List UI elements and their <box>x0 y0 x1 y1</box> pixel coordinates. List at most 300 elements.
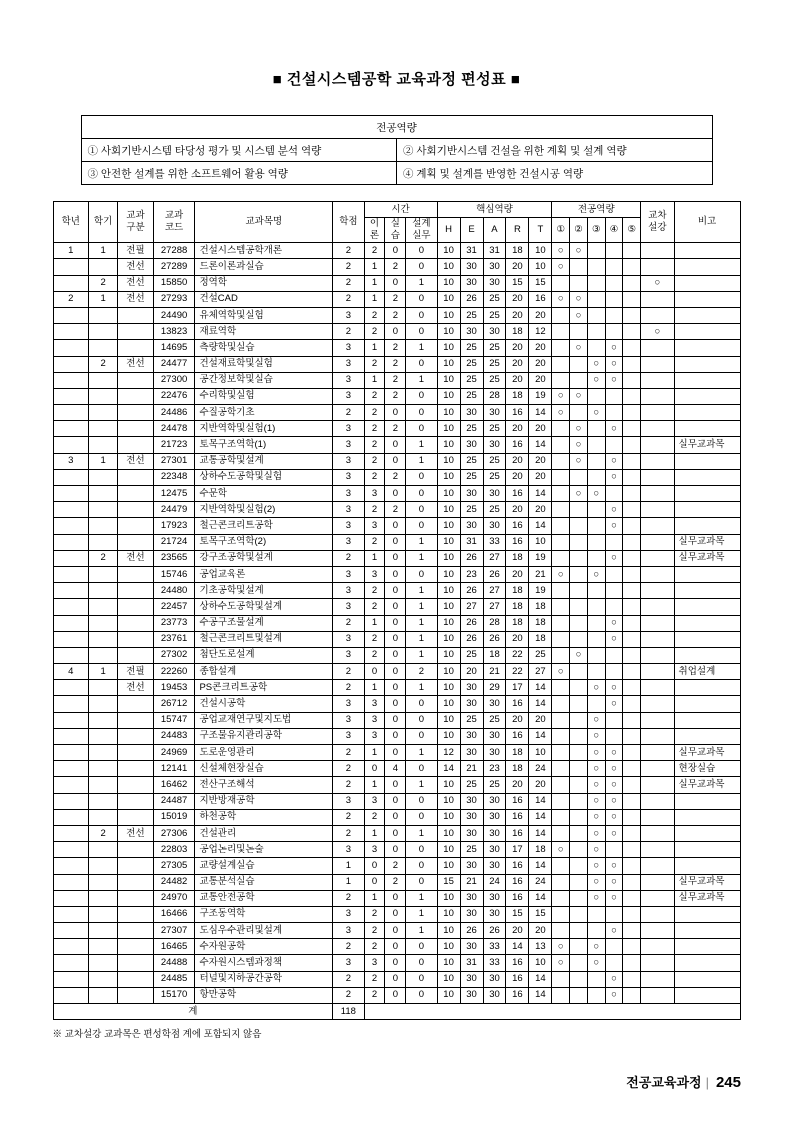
cell-year <box>53 858 88 874</box>
cell-T: 14 <box>529 728 552 744</box>
cell-m1 <box>552 615 570 631</box>
cell-m2: ○ <box>570 340 588 356</box>
cell-ex <box>641 842 674 858</box>
cell-div <box>118 324 153 340</box>
table-row <box>53 550 740 566</box>
cell-div <box>118 307 153 323</box>
cell-design: 1 <box>406 550 437 566</box>
cell-R: 16 <box>506 874 529 890</box>
cell-m5 <box>623 469 641 485</box>
cell-m5 <box>623 518 641 534</box>
cell-theory: 3 <box>364 696 385 712</box>
cell-E: 30 <box>460 259 483 275</box>
cell-H: 10 <box>437 421 460 437</box>
cell-name: 하천공학 <box>195 809 333 825</box>
cell-credit: 2 <box>333 745 364 761</box>
cell-note: 실무교과목 <box>674 534 740 550</box>
table-row <box>53 340 740 356</box>
footer-divider: | <box>705 1075 709 1090</box>
cell-m5 <box>623 291 641 307</box>
cell-name: 첨단도로설계 <box>195 647 333 663</box>
cell-m1: ○ <box>552 259 570 275</box>
table-row <box>53 583 740 599</box>
cell-credit: 1 <box>333 858 364 874</box>
cell-m2 <box>570 664 588 680</box>
cell-m3 <box>587 291 605 307</box>
cell-m5 <box>623 971 641 987</box>
cell-T: 14 <box>529 680 552 696</box>
cell-code: 14695 <box>153 340 195 356</box>
cell-m5 <box>623 259 641 275</box>
cell-theory: 0 <box>364 874 385 890</box>
cell-credit: 3 <box>333 421 364 437</box>
cell-A: 30 <box>483 987 506 1003</box>
cell-prac: 0 <box>385 728 406 744</box>
cell-design: 1 <box>406 631 437 647</box>
cell-ex <box>641 437 674 453</box>
cell-m2 <box>570 793 588 809</box>
cell-note <box>674 825 740 841</box>
cell-m5 <box>623 405 641 421</box>
cell-design: 1 <box>406 453 437 469</box>
cell-code: 21723 <box>153 437 195 453</box>
cell-name: 교통분석실습 <box>195 874 333 890</box>
cell-E: 26 <box>460 550 483 566</box>
cell-m2 <box>570 583 588 599</box>
cell-code: 17923 <box>153 518 195 534</box>
cell-credit: 3 <box>333 388 364 404</box>
cell-R: 20 <box>506 372 529 388</box>
th-major-1: ① <box>552 218 570 243</box>
competency-header-row <box>81 116 712 139</box>
cell-div <box>118 728 153 744</box>
cell-A: 25 <box>483 372 506 388</box>
cell-code: 22476 <box>153 388 195 404</box>
cell-theory: 1 <box>364 550 385 566</box>
cell-ex <box>641 502 674 518</box>
cell-sem <box>88 388 117 404</box>
cell-credit: 2 <box>333 664 364 680</box>
cell-m3: ○ <box>587 566 605 582</box>
cell-ex <box>641 906 674 922</box>
cell-m5 <box>623 615 641 631</box>
cell-div <box>118 890 153 906</box>
th-core: 핵심역량 <box>437 202 552 218</box>
cell-m5 <box>623 728 641 744</box>
cell-A: 27 <box>483 550 506 566</box>
table-row <box>53 275 740 291</box>
cell-A: 23 <box>483 761 506 777</box>
cell-R: 16 <box>506 825 529 841</box>
cell-name: 건설시공학 <box>195 696 333 712</box>
cell-note <box>674 599 740 615</box>
cell-credit: 3 <box>333 453 364 469</box>
cell-name: 유체역학및실험 <box>195 307 333 323</box>
cell-design: 0 <box>406 728 437 744</box>
cell-H: 10 <box>437 372 460 388</box>
cell-T: 10 <box>529 745 552 761</box>
cell-m4 <box>605 955 623 971</box>
cell-A: 30 <box>483 486 506 502</box>
total-empty <box>364 1004 740 1020</box>
cell-A: 30 <box>483 259 506 275</box>
cell-year <box>53 421 88 437</box>
cell-prac: 0 <box>385 599 406 615</box>
cell-m1 <box>552 469 570 485</box>
cell-m3 <box>587 243 605 259</box>
table-row <box>53 372 740 388</box>
cell-T: 14 <box>529 987 552 1003</box>
cell-design: 2 <box>406 664 437 680</box>
table-row <box>53 259 740 275</box>
cell-m2 <box>570 923 588 939</box>
cell-code: 15170 <box>153 987 195 1003</box>
cell-T: 20 <box>529 469 552 485</box>
cell-m5 <box>623 307 641 323</box>
cell-m5 <box>623 437 641 453</box>
table-row <box>53 469 740 485</box>
cell-E: 26 <box>460 291 483 307</box>
cell-m1 <box>552 421 570 437</box>
cell-m5 <box>623 486 641 502</box>
cell-A: 28 <box>483 388 506 404</box>
cell-sem <box>88 647 117 663</box>
table-row <box>53 388 740 404</box>
cell-H: 10 <box>437 243 460 259</box>
table-header-row-1 <box>53 202 740 218</box>
cell-credit: 3 <box>333 631 364 647</box>
cell-ex <box>641 356 674 372</box>
cell-ex <box>641 421 674 437</box>
cell-code: 15747 <box>153 712 195 728</box>
cell-div <box>118 486 153 502</box>
cell-div: 전선 <box>118 453 153 469</box>
cell-sem <box>88 631 117 647</box>
cell-theory: 3 <box>364 566 385 582</box>
cell-m1 <box>552 372 570 388</box>
cell-design: 1 <box>406 745 437 761</box>
cell-note <box>674 583 740 599</box>
cell-prac: 0 <box>385 809 406 825</box>
cell-m4: ○ <box>605 421 623 437</box>
cell-m5 <box>623 372 641 388</box>
cell-div: 전선 <box>118 825 153 841</box>
cell-year <box>53 405 88 421</box>
cell-note <box>674 631 740 647</box>
cell-name: 상하수도공학및설계 <box>195 599 333 615</box>
cell-H: 10 <box>437 680 460 696</box>
cell-sem: 2 <box>88 275 117 291</box>
cell-theory: 2 <box>364 599 385 615</box>
table-row <box>53 728 740 744</box>
cell-sem <box>88 340 117 356</box>
cell-H: 10 <box>437 324 460 340</box>
cell-credit: 3 <box>333 518 364 534</box>
cell-note <box>674 728 740 744</box>
cell-prac: 0 <box>385 955 406 971</box>
cell-H: 10 <box>437 923 460 939</box>
cell-m1 <box>552 599 570 615</box>
competency-item-1: ① 사회기반시스템 타당성 평가 및 시스템 분석 역량 <box>81 139 397 162</box>
cell-credit: 2 <box>333 291 364 307</box>
competency-item-3: ③ 안전한 설계를 위한 소프트웨어 활용 역량 <box>81 162 397 185</box>
cell-design: 0 <box>406 502 437 518</box>
cell-theory: 1 <box>364 291 385 307</box>
cell-design: 0 <box>406 874 437 890</box>
cell-note <box>674 955 740 971</box>
cell-T: 15 <box>529 275 552 291</box>
cell-m4: ○ <box>605 696 623 712</box>
cell-theory: 2 <box>364 356 385 372</box>
cell-m5 <box>623 761 641 777</box>
cell-H: 10 <box>437 664 460 680</box>
cell-m4: ○ <box>605 340 623 356</box>
cell-design: 1 <box>406 906 437 922</box>
competency-item-4: ④ 계획 및 설계를 반영한 건설시공 역량 <box>397 162 713 185</box>
cell-ex <box>641 874 674 890</box>
cell-A: 30 <box>483 324 506 340</box>
cell-m1: ○ <box>552 405 570 421</box>
cell-A: 30 <box>483 728 506 744</box>
cell-m4 <box>605 243 623 259</box>
cell-E: 30 <box>460 696 483 712</box>
cell-note <box>674 518 740 534</box>
cell-design: 0 <box>406 469 437 485</box>
cell-prac: 0 <box>385 971 406 987</box>
cell-m1 <box>552 583 570 599</box>
cell-m2 <box>570 615 588 631</box>
cell-sem <box>88 437 117 453</box>
cell-m3 <box>587 275 605 291</box>
cell-E: 25 <box>460 469 483 485</box>
table-row <box>53 566 740 582</box>
cell-ex <box>641 550 674 566</box>
cell-m5 <box>623 680 641 696</box>
cell-m1 <box>552 680 570 696</box>
cell-m2 <box>570 745 588 761</box>
cell-E: 30 <box>460 939 483 955</box>
cell-code: 24483 <box>153 728 195 744</box>
cell-design: 1 <box>406 583 437 599</box>
cell-m2 <box>570 777 588 793</box>
cell-E: 27 <box>460 599 483 615</box>
cell-ex <box>641 259 674 275</box>
cell-A: 30 <box>483 906 506 922</box>
cell-div <box>118 372 153 388</box>
cell-note <box>674 243 740 259</box>
cell-ex <box>641 599 674 615</box>
cell-sem: 1 <box>88 453 117 469</box>
cell-theory: 1 <box>364 825 385 841</box>
cell-year <box>53 583 88 599</box>
cell-theory: 3 <box>364 518 385 534</box>
cell-A: 25 <box>483 502 506 518</box>
cell-m2: ○ <box>570 291 588 307</box>
cell-theory: 2 <box>364 939 385 955</box>
cell-theory: 1 <box>364 745 385 761</box>
cell-name: PS콘크리트공학 <box>195 680 333 696</box>
cell-design: 0 <box>406 987 437 1003</box>
cell-year <box>53 842 88 858</box>
cell-R: 14 <box>506 939 529 955</box>
cell-m4 <box>605 259 623 275</box>
cell-code: 22457 <box>153 599 195 615</box>
cell-code: 12141 <box>153 761 195 777</box>
cell-m2: ○ <box>570 453 588 469</box>
cell-year: 2 <box>53 291 88 307</box>
cell-div <box>118 858 153 874</box>
cell-credit: 3 <box>333 712 364 728</box>
th-theory: 이 론 <box>364 218 385 243</box>
cell-sem <box>88 858 117 874</box>
cell-R: 16 <box>506 987 529 1003</box>
cell-ex <box>641 809 674 825</box>
cell-div <box>118 615 153 631</box>
cell-sem: 1 <box>88 243 117 259</box>
total-row <box>53 1004 740 1020</box>
cell-m1 <box>552 275 570 291</box>
cell-ex <box>641 987 674 1003</box>
cell-credit: 2 <box>333 550 364 566</box>
cell-credit: 2 <box>333 761 364 777</box>
cell-div <box>118 793 153 809</box>
cell-div: 전선 <box>118 356 153 372</box>
table-row <box>53 615 740 631</box>
cell-A: 30 <box>483 518 506 534</box>
cell-m1 <box>552 453 570 469</box>
cell-name: 공업논리및논술 <box>195 842 333 858</box>
cell-m2 <box>570 372 588 388</box>
cell-E: 26 <box>460 631 483 647</box>
cell-E: 30 <box>460 275 483 291</box>
cell-name: 지반역학및실험(1) <box>195 421 333 437</box>
cell-H: 12 <box>437 745 460 761</box>
cell-prac: 0 <box>385 550 406 566</box>
cell-E: 30 <box>460 405 483 421</box>
cell-theory: 2 <box>364 405 385 421</box>
cell-ex <box>641 923 674 939</box>
cell-H: 10 <box>437 906 460 922</box>
cell-sem: 2 <box>88 550 117 566</box>
cell-note <box>674 971 740 987</box>
table-row <box>53 486 740 502</box>
cell-A: 30 <box>483 971 506 987</box>
cell-m3: ○ <box>587 777 605 793</box>
cell-E: 25 <box>460 453 483 469</box>
cell-m4 <box>605 939 623 955</box>
cell-code: 24488 <box>153 955 195 971</box>
th-major: 전공역량 <box>552 202 641 218</box>
footer-page-number: 245 <box>715 1074 741 1091</box>
cell-sem: 1 <box>88 291 117 307</box>
cell-theory: 1 <box>364 372 385 388</box>
cell-credit: 3 <box>333 647 364 663</box>
cell-m4: ○ <box>605 745 623 761</box>
cell-m4: ○ <box>605 550 623 566</box>
cell-code: 24480 <box>153 583 195 599</box>
cell-design: 0 <box>406 259 437 275</box>
cell-E: 30 <box>460 906 483 922</box>
cell-prac: 0 <box>385 696 406 712</box>
cell-m1 <box>552 906 570 922</box>
cell-A: 26 <box>483 923 506 939</box>
cell-R: 16 <box>506 518 529 534</box>
cell-note <box>674 906 740 922</box>
cell-m5 <box>623 502 641 518</box>
cell-name: 건설CAD <box>195 291 333 307</box>
table-row <box>53 680 740 696</box>
cell-m2 <box>570 728 588 744</box>
cell-sem <box>88 712 117 728</box>
cell-T: 20 <box>529 712 552 728</box>
cell-name: 수자원시스템과정책 <box>195 955 333 971</box>
cell-T: 14 <box>529 486 552 502</box>
cell-A: 26 <box>483 566 506 582</box>
cell-div: 전선 <box>118 291 153 307</box>
th-note: 비고 <box>674 202 740 243</box>
cell-m3: ○ <box>587 890 605 906</box>
cell-m5 <box>623 243 641 259</box>
cell-R: 20 <box>506 356 529 372</box>
cell-A: 30 <box>483 809 506 825</box>
cell-m1: ○ <box>552 388 570 404</box>
cell-E: 30 <box>460 809 483 825</box>
cell-name: 교통안전공학 <box>195 890 333 906</box>
cell-R: 20 <box>506 453 529 469</box>
cell-name: 토목구조역학(1) <box>195 437 333 453</box>
th-semester: 학기 <box>88 202 117 243</box>
cell-ex <box>641 583 674 599</box>
cell-year <box>53 307 88 323</box>
cell-code: 24486 <box>153 405 195 421</box>
cell-m5 <box>623 745 641 761</box>
cell-H: 10 <box>437 939 460 955</box>
cell-m5 <box>623 842 641 858</box>
cell-m3: ○ <box>587 728 605 744</box>
cell-year <box>53 890 88 906</box>
cell-m4 <box>605 534 623 550</box>
cell-year <box>53 825 88 841</box>
cell-name: 강구조공학및설계 <box>195 550 333 566</box>
cell-credit: 3 <box>333 696 364 712</box>
cell-R: 16 <box>506 405 529 421</box>
cell-ex <box>641 388 674 404</box>
cell-ex <box>641 939 674 955</box>
table-row <box>53 825 740 841</box>
cell-prac: 0 <box>385 825 406 841</box>
cell-H: 10 <box>437 728 460 744</box>
cell-m3 <box>587 324 605 340</box>
cell-ex <box>641 890 674 906</box>
cell-ex <box>641 745 674 761</box>
cell-T: 19 <box>529 388 552 404</box>
cell-note <box>674 405 740 421</box>
cell-year <box>53 469 88 485</box>
cell-design: 0 <box>406 712 437 728</box>
cell-prac: 2 <box>385 874 406 890</box>
cell-design: 0 <box>406 761 437 777</box>
cell-credit: 3 <box>333 437 364 453</box>
cell-div <box>118 502 153 518</box>
cell-T: 19 <box>529 550 552 566</box>
cell-m3 <box>587 631 605 647</box>
cell-credit: 2 <box>333 890 364 906</box>
table-row <box>53 534 740 550</box>
cell-ex <box>641 340 674 356</box>
cell-R: 20 <box>506 631 529 647</box>
curriculum-body <box>53 243 740 1020</box>
cell-H: 10 <box>437 518 460 534</box>
